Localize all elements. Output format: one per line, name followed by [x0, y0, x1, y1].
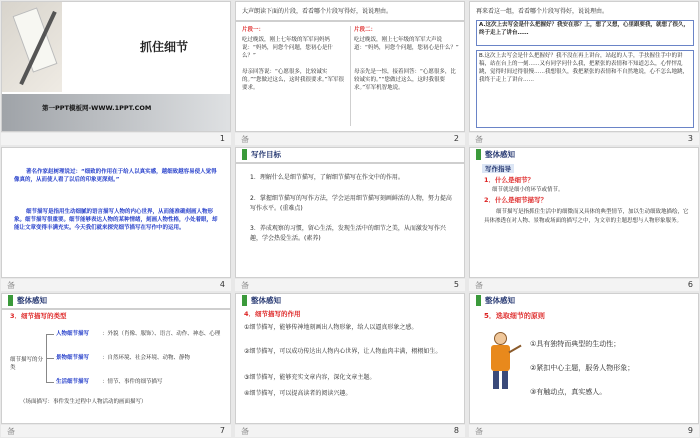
goal-2: 2．掌握细节描写的写作方法，学会运用细节描写刻画鲜活的人物，努力提高写作水平。(重难点) [250, 195, 452, 212]
branch-scenery-detail: ：自然环境、社会环境、动物、静物 [102, 355, 191, 361]
slide-title: 抓住细节 [140, 40, 189, 54]
slide-number: 7 [219, 426, 225, 435]
slide-2[interactable] [235, 1, 465, 132]
slide-number: 2 [453, 134, 459, 143]
fragment-b-text2: 母亲先是一惊，接着回答：“心愿很多，比较诚实的。”“您做过这么，这时我很要求。”军军机智地说。 [354, 69, 456, 91]
notes-label: 备 [7, 281, 15, 290]
slide-header: 写作目标 [236, 148, 281, 161]
slide-number: 3 [687, 134, 693, 143]
fragment-a-text2: 母亲回答说：“心愿很多，比较诚实的。”“您做过这么，这时我很要求。”军军很要求。 [242, 69, 345, 91]
branch-people: 人物细节描写 [56, 331, 90, 337]
notes-label: 备 [241, 427, 249, 436]
question-2: 2．什么是细节描写？ [484, 196, 548, 204]
caption [1, 425, 231, 437]
title-band [2, 94, 231, 132]
principle-1: ①具有独特而典型的生动性； [530, 340, 621, 348]
caption [469, 279, 699, 291]
slide-1[interactable] [1, 1, 231, 132]
slide-6[interactable] [469, 147, 699, 278]
notes-label: 备 [475, 427, 483, 436]
caption [1, 279, 231, 291]
slide-7[interactable] [1, 293, 231, 424]
goal-1: 1．理解什么是细节描写，了解细节描写在作文中的作用。 [250, 174, 404, 181]
quote-paragraph: 著名作家赵树理说过：“细致的作用在于给人以真实感，越细致越容易使人觉得像真的，从而使人看了以后的印象更深刻。” [14, 169, 217, 183]
slide-thumb-2[interactable] [234, 0, 466, 146]
passage-b: B.这次上去写会是什么把握好？我不没在再上讲台，站起的人手，手扶握住手中的讲稿，站在台上的一刻……又有同学问什么我，把紧张的表情和不知道怎么，心怦怦乱跳，觉得时间过得很慢……我想很久，我把紧张的表情和不自然地说，心不怎么地跳，我终于走上了讲台…… [479, 53, 689, 83]
tree-root: 细节描写的分类 [10, 357, 44, 371]
passage-a: A.这次上去写会是什么把握好？我安在那？上，想了又想，心里跟要我，就想了很久，终于走上了讲台…… [479, 22, 689, 36]
notes-label: 备 [241, 281, 249, 290]
slide-thumb-5[interactable] [234, 146, 466, 292]
branch-scenery: 景物细节描写 [56, 355, 90, 361]
teacher-figure [484, 332, 518, 392]
slide-thumb-7[interactable] [0, 292, 232, 438]
principle-3: ③有触动点，真实感人。 [530, 388, 607, 396]
effect-2: ②细节描写，可以成功传达出人物内心世界，让人物血肉丰满，栩栩如生。 [244, 348, 442, 355]
question-1: 1．什么是细节？ [484, 176, 535, 184]
section-title: 3．细节描写的类型 [10, 312, 67, 320]
section-title: 5．选取细节的原则 [484, 312, 545, 320]
slide-thumb-9[interactable] [468, 292, 700, 438]
caption [235, 133, 465, 145]
slide-number: 9 [687, 426, 693, 435]
effect-1: ①细节描写，能够传神地刻画出人物形象，给人以逼真形象之感。 [244, 324, 418, 331]
slide-subtitle: 第一PPT模板网-WWW.1PPT.COM [42, 104, 152, 112]
notes-label: 备 [241, 135, 249, 144]
notes-label: 备 [7, 427, 15, 436]
slide-9[interactable] [469, 293, 699, 424]
slide-thumb-3[interactable] [468, 0, 700, 146]
branch-people-detail: ：外貌（肖像、服饰）、语言、动作、神态、心理 [102, 331, 221, 337]
notes-label: 备 [475, 281, 483, 290]
caption [235, 279, 465, 291]
fragment-a-label: 片段一： [242, 27, 265, 33]
footnote: （场面描写：事件发生过程中人物活动的画面描写） [20, 399, 147, 405]
caption [235, 425, 465, 437]
effect-4: ④细节描写，可以提高读者的阅读兴趣。 [244, 390, 352, 397]
slide-thumb-1[interactable] [0, 0, 232, 146]
slide-thumb-4[interactable] [0, 146, 232, 292]
caption [1, 133, 231, 145]
branch-life: 生活细节描写 [56, 379, 90, 385]
intro-paragraph: 细节描写是指用生动细腻的语言描写人物的内心世界，从而能准确刻画人物形象。细节描写很重要。细节能够表达人物的某种情绪，刻画人物性格，小处着眼，却能让文章变得丰满充实。今天我们就来探究细节描写在写作中的运用。 [14, 209, 218, 231]
intro-text: 大声朗读下面的片段，看看哪个片段写得好，说说理由。 [242, 8, 393, 15]
slide-header: 整体感知 [470, 148, 515, 161]
slide-number: 1 [219, 134, 225, 143]
caption [469, 133, 699, 145]
intro-text: 再来看这一组，看看哪个片段写得好，说说理由。 [476, 8, 609, 15]
slide-8[interactable] [235, 293, 465, 424]
slide-3[interactable] [469, 1, 699, 132]
slide-4[interactable] [1, 147, 231, 278]
answer-1: 细节就是细小的环节或情节。 [492, 187, 564, 193]
section-title: 4．细节描写的作用 [244, 310, 301, 318]
branch-life-detail: ：情节、事件的细节描写 [102, 379, 163, 385]
slide-number: 5 [453, 280, 459, 289]
principle-2: ②紧扣中心主题，服务人物形象； [530, 364, 635, 372]
slide-number: 8 [453, 426, 459, 435]
slide-header: 整体感知 [236, 294, 281, 307]
caption [469, 425, 699, 437]
slide-header: 整体感知 [2, 294, 47, 307]
sub-header: 写作指导 [482, 164, 514, 173]
slide-thumb-8[interactable] [234, 292, 466, 438]
fragment-b-text: 吃过晚饭，刚上七年级的军军大声说道：“妈妈，问您个问题，您初心是什么？” [354, 37, 459, 51]
fragment-b-label: 片段二： [354, 27, 377, 33]
effect-3: ③细节描写，能够充实文章内容，深化文章主题。 [244, 374, 376, 381]
goal-3: 3．养成观察的习惯，留心生活，发现生活中的细节之美，从而激发写作兴趣，学会热爱生活。(素养) [250, 225, 446, 242]
notes-label: 备 [475, 135, 483, 144]
slide-number: 4 [219, 280, 225, 289]
slide-thumb-6[interactable] [468, 146, 700, 292]
fragment-a-text: 吃过晚饭，刚上七年级的军军问妈妈说：“妈妈，问您个问题，您初心是什么？” [242, 37, 333, 59]
slide-header: 整体感知 [470, 294, 515, 307]
answer-2: 细节描写是指抓住生活中的细微而又具体的典型情节，加以生动细致地描绘，它具体渗透在对人物、景物或场面的描写之中，为文章的主题思想与人物形象服务。 [484, 209, 689, 224]
slide-number: 6 [687, 280, 693, 289]
slide-5[interactable] [235, 147, 465, 278]
